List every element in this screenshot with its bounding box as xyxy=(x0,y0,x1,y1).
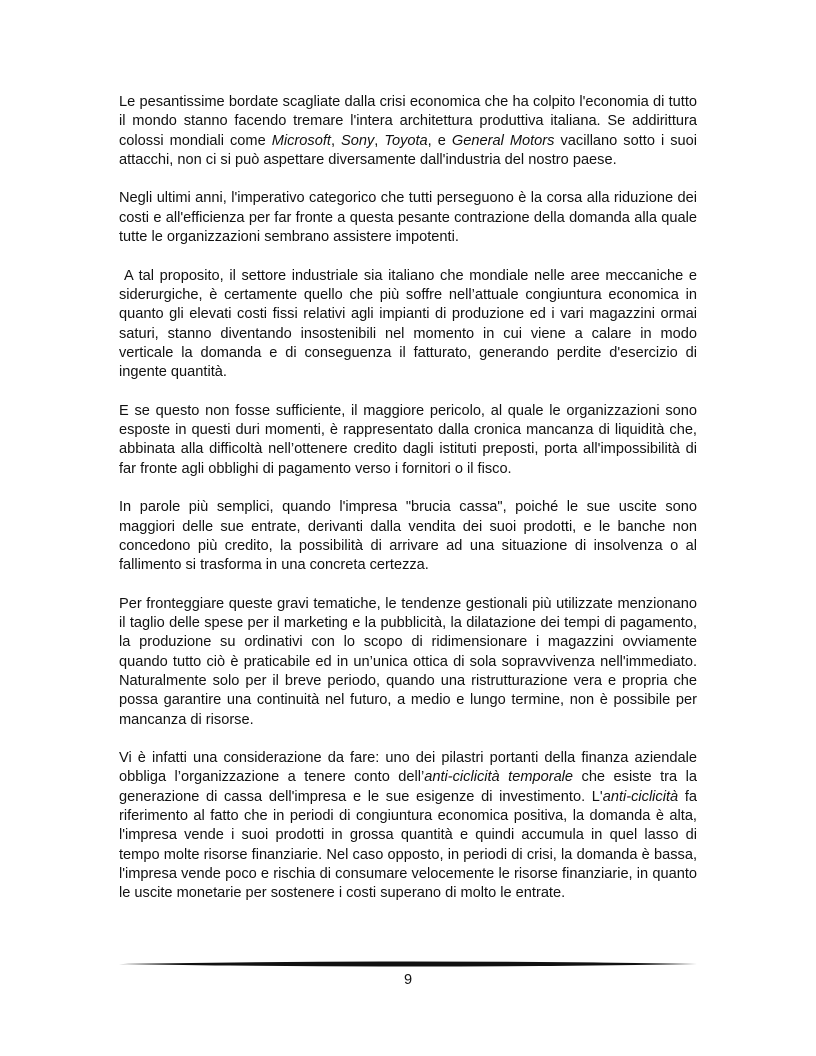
paragraph-1-text: vacillano sotto i suoi attacchi, non ci si può aspettare diversamente dall'industria del nostro paese. xyxy=(119,132,698,168)
company-toyota: Toyota xyxy=(384,132,428,149)
paragraph-5: In parole più semplici, quando l'impresa "brucia cassa", poiché le sue uscite sono maggiori delle sue entrate, derivanti dalla vendita dei suoi prodotti, e le banche non concedono più credito, la possibilità di arrivare ad una situazione di insolvenza o al fallimento si trasforma in una concreta certezza. xyxy=(119,499,697,574)
paragraph-1-text: , e xyxy=(427,132,452,149)
company-general-motors: General Motors xyxy=(451,132,555,149)
paragraph-7-text: Vi è infatti una considerazione da fare: uno dei pilastri portanti della finanza aziendale obbliga l’organizzazione a tenere conto dell’ xyxy=(119,750,697,786)
company-microsoft: Microsoft xyxy=(271,132,331,149)
company-sony: Sony xyxy=(341,132,375,149)
paragraph-6: Per fronteggiare queste gravi tematiche, le tendenze gestionali più utilizzate menzionano il taglio delle spese per il marketing e la pubblicità, la dilatazione dei tempi di pagamento, la produzione su ordinativi con lo scopo di ridimensionare i magazzini ovviamente quando tutto ciò è praticabile ed in un’unica ottica di sola sopravvivenza nell'immediato. Naturalmente solo per il breve periodo, quando una ristrutturazione vera e propria che possa garantire una continuità nel futuro, a medio e lungo termine, non è possibile per mancanza di risorse. xyxy=(119,595,697,728)
term-anti-ciclicita: anti-ciclicità xyxy=(602,788,679,805)
paragraph-7-text: fa riferimento al fatto che in periodi di congiuntura economica positiva, la domanda è alta, l'impresa vende i suoi prodotti in grossa quantità e quindi accumula in quel lasso di tempo molte risorse finanziarie. Nel caso opposto, in periodi di crisi, la domanda è bassa, l'impresa vende poco e rischia di consumare velocemente le risorse finanziarie, in quanto le uscite monetarie per sostenere i costi superano di molto le entrate. xyxy=(119,788,697,902)
paragraph-1-text: Le pesantissime bordate scagliate dalla crisi economica che ha colpito l'economia di tutto il mondo stanno facendo tremare l'intera architettura produttiva italiana. Se addirittura colossi mondiali come xyxy=(119,94,697,149)
term-anti-ciclicita-temporale: anti-ciclicità temporale xyxy=(424,769,574,786)
paragraph-4: E se questo non fosse sufficiente, il maggiore pericolo, al quale le organizzazioni sono esposte in questi duri momenti, è rappresentato dalla cronica mancanza di liquidità che, abbinata alla difficoltà nell’ottenere credito dagli istituti preposti, porta all'impossibilità di far fronte agli obblighi di pagamento verso i fornitori o il fisco. xyxy=(119,402,697,477)
paragraph-7-text: che esiste tra la generazione di cassa dell'impresa e le sue esigenze di investimento. L' xyxy=(119,769,697,805)
paragraph-1 xyxy=(119,93,697,170)
page-number: 9 xyxy=(403,972,413,988)
footer-divider xyxy=(119,960,697,968)
paragraph-7 xyxy=(119,749,697,903)
paragraph-1-text: , xyxy=(330,132,342,149)
paragraph-2: Negli ultimi anni, l'imperativo categorico che tutti perseguono è la corsa alla riduzione dei costi e all'efficienza per far fronte a questa pesante contrazione della domanda alla quale tutte le organizzazioni sembrano assistere impotenti. xyxy=(119,190,697,246)
paragraph-3: A tal proposito, il settore industriale sia italiano che mondiale nelle aree meccaniche e siderurgiche, è certamente quello che più soffre nell’attuale congiuntura economica in quanto gli elevati costi fissi relativi agli impianti di produzione ed i vari magazzini ormai saturi, stanno diventando insostenibili nel momento in cui viene a calare in modo verticale la domanda e di conseguenza il fatturato, generando perdite d'esercizio di ingente quantità. xyxy=(119,267,697,381)
document-body xyxy=(119,93,697,923)
paragraph-1-text: , xyxy=(374,132,385,149)
